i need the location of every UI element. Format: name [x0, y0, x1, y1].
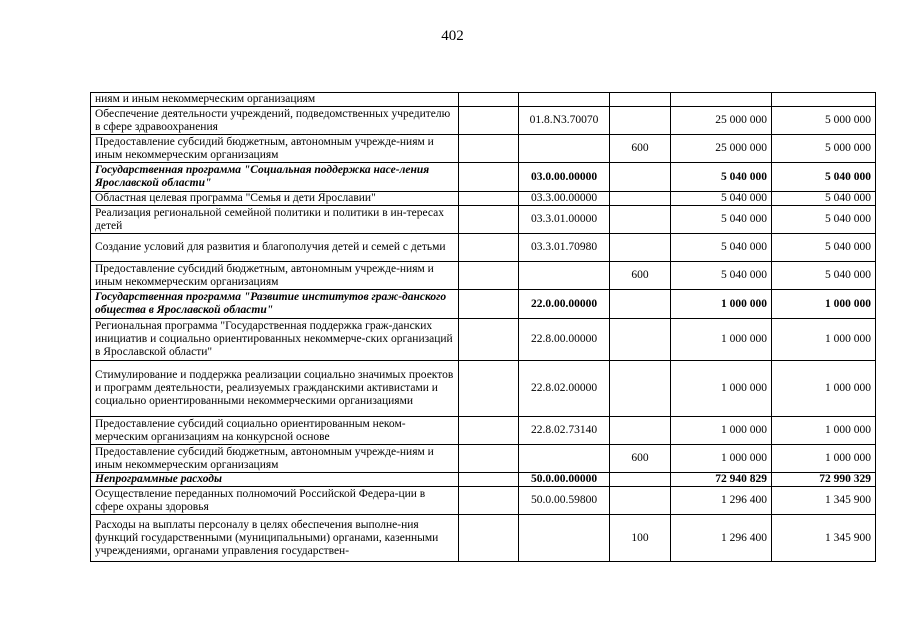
- cell-amount-1: 1 000 000: [671, 290, 772, 319]
- cell-code: [519, 445, 610, 473]
- cell-name: ниям и иным некоммерческим организациям: [91, 93, 459, 107]
- budget-table: [90, 92, 876, 562]
- cell-amount-2: 1 345 900: [772, 487, 876, 515]
- cell-name: Областная целевая программа "Семья и дети Ярославии": [91, 192, 459, 206]
- cell-extra: [459, 135, 519, 163]
- cell-extra: [459, 361, 519, 417]
- cell-amount-1: 1 000 000: [671, 417, 772, 445]
- cell-name: Реализация региональной семейной политики и политики в ин-тересах детей: [91, 206, 459, 234]
- cell-name: Государственная программа "Развитие институтов граж-данского общества в Ярославской области": [91, 290, 459, 319]
- cell-name: Непрограммные расходы: [91, 473, 459, 487]
- cell-amount-1: 1 296 400: [671, 515, 772, 562]
- cell-code: 03.3.00.00000: [519, 192, 610, 206]
- cell-type: [610, 361, 671, 417]
- cell-extra: [459, 515, 519, 562]
- cell-code: [519, 515, 610, 562]
- cell-type: 600: [610, 262, 671, 290]
- cell-name: Предоставление субсидий социально ориентированным неком-мерческим организациям на конкурсной основе: [91, 417, 459, 445]
- cell-amount-2: 5 000 000: [772, 135, 876, 163]
- table-row: [91, 262, 876, 290]
- table-row: [91, 206, 876, 234]
- cell-amount-1: 72 940 829: [671, 473, 772, 487]
- program-row: [91, 473, 876, 487]
- cell-code: [519, 262, 610, 290]
- cell-type: [610, 290, 671, 319]
- cell-name: Расходы на выплаты персоналу в целях обеспечения выполне-ния функций государственными (муниципальными) органами, казенными учреждениями, органами управления государствен-: [91, 515, 459, 562]
- cell-code: 22.8.00.00000: [519, 319, 610, 361]
- program-row: [91, 163, 876, 192]
- table-row: [91, 107, 876, 135]
- cell-type: [610, 107, 671, 135]
- cell-extra: [459, 234, 519, 262]
- cell-type: [610, 206, 671, 234]
- cell-extra: [459, 206, 519, 234]
- cell-amount-2: 5 040 000: [772, 192, 876, 206]
- cell-extra: [459, 319, 519, 361]
- cell-code: 03.3.01.70980: [519, 234, 610, 262]
- cell-extra: [459, 262, 519, 290]
- cell-type: [610, 487, 671, 515]
- cell-type: [610, 93, 671, 107]
- cell-code: [519, 93, 610, 107]
- cell-name: Региональная программа "Государственная поддержка граж-данских инициатив и социально ориентированных некоммерче-ских организаций в Ярославской области": [91, 319, 459, 361]
- cell-amount-1: 5 040 000: [671, 206, 772, 234]
- table-row: [91, 487, 876, 515]
- cell-extra: [459, 93, 519, 107]
- cell-amount-1: 5 040 000: [671, 163, 772, 192]
- cell-extra: [459, 290, 519, 319]
- cell-amount-2: 5 040 000: [772, 163, 876, 192]
- cell-amount-1: 5 040 000: [671, 192, 772, 206]
- cell-amount-2: 5 040 000: [772, 262, 876, 290]
- cell-amount-1: 5 040 000: [671, 262, 772, 290]
- table-row: [91, 234, 876, 262]
- cell-amount-2: [772, 93, 876, 107]
- table-row: [91, 192, 876, 206]
- cell-code: [519, 135, 610, 163]
- table-row: [91, 361, 876, 417]
- cell-extra: [459, 163, 519, 192]
- cell-amount-1: 25 000 000: [671, 107, 772, 135]
- cell-extra: [459, 107, 519, 135]
- cell-type: [610, 473, 671, 487]
- cell-amount-1: 1 000 000: [671, 319, 772, 361]
- cell-amount-2: 1 000 000: [772, 445, 876, 473]
- cell-amount-2: 1 345 900: [772, 515, 876, 562]
- program-row: [91, 290, 876, 319]
- cell-amount-2: 72 990 329: [772, 473, 876, 487]
- cell-code: 22.0.00.00000: [519, 290, 610, 319]
- table-row: [91, 417, 876, 445]
- cell-extra: [459, 473, 519, 487]
- cell-type: [610, 319, 671, 361]
- cell-type: [610, 234, 671, 262]
- cell-amount-2: 1 000 000: [772, 361, 876, 417]
- cell-amount-1: 1 296 400: [671, 487, 772, 515]
- table-row: [91, 93, 876, 107]
- cell-name: Обеспечение деятельности учреждений, подведомственных учредителю в сфере здравоохранения: [91, 107, 459, 135]
- cell-amount-1: 5 040 000: [671, 234, 772, 262]
- cell-type: 100: [610, 515, 671, 562]
- cell-type: 600: [610, 445, 671, 473]
- cell-name: Государственная программа "Социальная поддержка насе-ления Ярославской области": [91, 163, 459, 192]
- cell-name: Предоставление субсидий бюджетным, автономным учрежде-ниям и иным некоммерческим организациям: [91, 262, 459, 290]
- cell-code: 03.3.01.00000: [519, 206, 610, 234]
- table-row: [91, 445, 876, 473]
- table-row: [91, 135, 876, 163]
- cell-amount-1: 1 000 000: [671, 361, 772, 417]
- cell-amount-1: [671, 93, 772, 107]
- cell-extra: [459, 417, 519, 445]
- cell-name: Стимулирование и поддержка реализации социально значимых проектов и программ деятельности, реализуемых гражданскими активистами и социально ориентированными некоммерческими организациями: [91, 361, 459, 417]
- cell-amount-2: 1 000 000: [772, 319, 876, 361]
- cell-name: Предоставление субсидий бюджетным, автономным учрежде-ниям и иным некоммерческим организациям: [91, 445, 459, 473]
- cell-amount-2: 1 000 000: [772, 290, 876, 319]
- cell-code: 03.0.00.00000: [519, 163, 610, 192]
- table-row: [91, 319, 876, 361]
- cell-name: Создание условий для развития и благополучия детей и семей с детьми: [91, 234, 459, 262]
- cell-extra: [459, 192, 519, 206]
- table-row: [91, 515, 876, 562]
- cell-name: Предоставление субсидий бюджетным, автономным учрежде-ниям и иным некоммерческим организациям: [91, 135, 459, 163]
- cell-code: 50.0.00.59800: [519, 487, 610, 515]
- cell-amount-2: 5 000 000: [772, 107, 876, 135]
- cell-code: 50.0.00.00000: [519, 473, 610, 487]
- cell-type: [610, 192, 671, 206]
- cell-type: [610, 163, 671, 192]
- cell-amount-2: 5 040 000: [772, 206, 876, 234]
- cell-type: [610, 417, 671, 445]
- cell-amount-2: 1 000 000: [772, 417, 876, 445]
- cell-amount-1: 1 000 000: [671, 445, 772, 473]
- page-number: 402: [441, 28, 464, 44]
- cell-name: Осуществление переданных полномочий Российской Федера-ции в сфере охраны здоровья: [91, 487, 459, 515]
- cell-type: 600: [610, 135, 671, 163]
- cell-extra: [459, 445, 519, 473]
- cell-extra: [459, 487, 519, 515]
- cell-code: 01.8.N3.70070: [519, 107, 610, 135]
- cell-amount-1: 25 000 000: [671, 135, 772, 163]
- cell-code: 22.8.02.00000: [519, 361, 610, 417]
- cell-amount-2: 5 040 000: [772, 234, 876, 262]
- cell-code: 22.8.02.73140: [519, 417, 610, 445]
